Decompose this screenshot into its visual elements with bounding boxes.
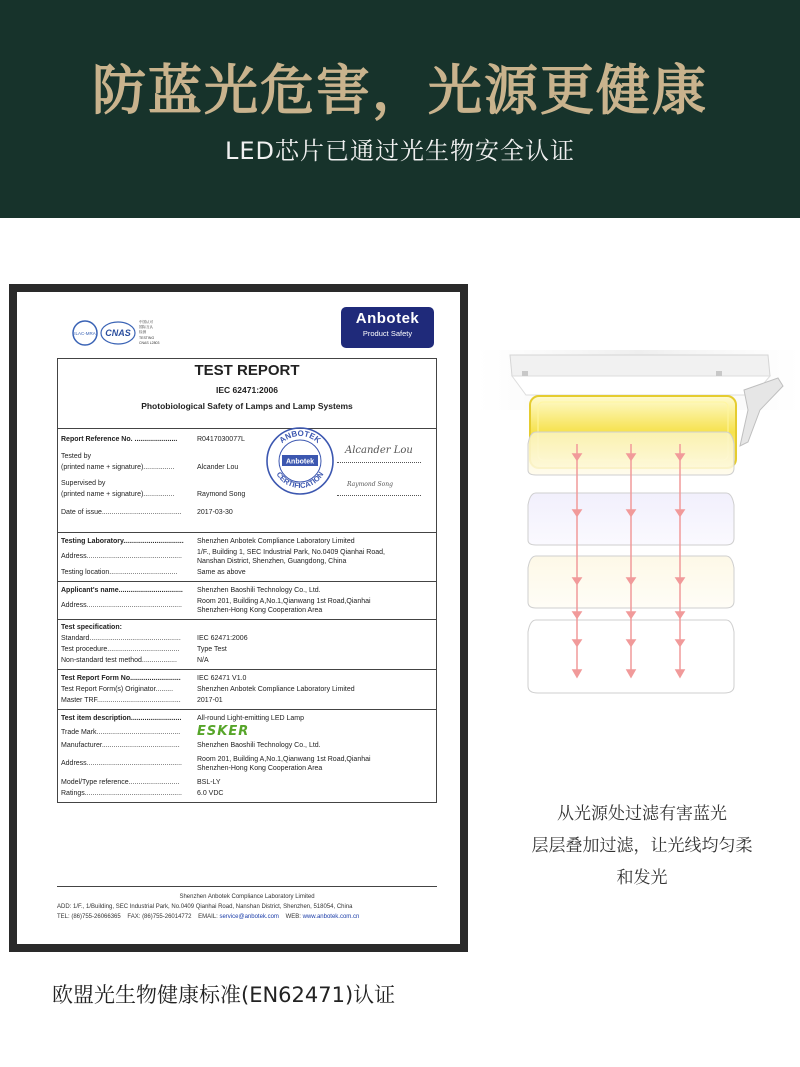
field-value: All-round Light-emitting LED Lamp [197,715,304,722]
top-banner [0,0,800,218]
field-value: Shenzhen Anbotek Compliance Laboratory Limited [197,686,355,693]
layered-filter-illustration [478,350,800,710]
signature-line-supervised [337,495,421,496]
footer-tel: TEL: (86)755-26066365 [57,914,121,920]
report-standard: IEC 62471:2006 [216,385,278,395]
ilac-logo-text: ILAC-MRA [74,331,96,336]
field-label: Address................................................. [61,760,182,767]
field-value: Shenzhen Anbotek Compliance Laboratory Limited [197,538,355,545]
footer-fax: FAX: (86)755-26014772 [127,914,192,920]
field-label: Non-standard test method.................. [61,657,177,664]
anbotek-logo [341,307,434,348]
test-item-section [58,710,436,802]
field-label: Tested by [61,453,91,460]
section-heading: Test specification: [61,624,122,631]
field-label: Date of issue......................................... [61,509,182,516]
filter-description-line: 从光源处过滤有害蓝光 [557,804,727,824]
field-label: Ratings.................................................. [61,790,182,797]
field-value: BSL-LY [197,779,221,786]
field-value: 6.0 VDC [197,790,224,797]
field-value: IEC 62471:2006 [197,635,248,642]
stamp-center-text: Anbotek [286,458,314,466]
accreditation-logos [72,316,192,351]
certificate-caption: 欧盟光生物健康标准(EN62471)认证 [52,983,396,1007]
report-header [58,359,436,429]
field-value: R0417030077L [197,436,245,443]
filter-description [497,798,787,894]
field-value: Raymond Song [197,491,246,498]
footer-email: service@anbotek.com [219,914,279,920]
specification-section [58,620,436,670]
footer-address: ADD: 1/F., 1/Building, SEC Industrial Park, No.0409 Qianhai Road, Nanshan District, Shenzhen, 518054, China [57,904,353,910]
field-label: Address................................................. [61,553,182,560]
field-label: Master TRF........................................... [61,697,181,704]
field-label: Test Report Form No.......................... [61,675,181,682]
field-label: Supervised by [61,480,106,487]
anbotek-tagline: Product Safety [362,329,413,338]
cnas-note-4: TESTING [139,336,155,340]
footer-contact [57,914,437,920]
field-value: Room 201, Building A,No.1,Qianwang 1st Road,Qianhai [197,756,371,763]
field-value: N/A [197,657,209,664]
report-subtitle: Photobiological Safety of Lamps and Lamp Systems [141,401,353,411]
field-value: Alcander Lou [197,464,239,471]
field-value: Shenzhen-Hong Kong Cooperation Area [197,607,323,614]
svg-text:CERTIFICATION [275,470,326,490]
field-label: Model/Type reference.......................... [61,779,180,786]
filter-description-line: 和发光 [616,868,668,888]
field-label: Testing location................................... [61,569,178,576]
certification-stamp [265,426,335,496]
field-value: Nanshan District, Shenzhen, Guangdong, China [197,558,347,565]
form-section [58,670,436,710]
field-value: 1/F., Building 1, SEC Industrial Park, No.0409 Qianhai Road, [197,549,385,556]
field-value: IEC 62471 V1.0 [197,675,247,682]
field-label: Test procedure..................................... [61,646,180,653]
field-value: Shenzhen-Hong Kong Cooperation Area [197,765,323,772]
field-label: Testing Laboratory............................... [61,538,184,545]
stamp-top-text: ANBOTEK [277,428,323,445]
field-value: Shenzhen Baoshili Technology Co., Ltd. [197,587,321,594]
signature-tested: Alcander Lou [345,445,413,456]
report-table [57,358,437,803]
footer-company: Shenzhen Anbotek Compliance Laboratory Limited [179,894,315,900]
field-label: Standard............................................... [61,635,181,642]
report-title: TEST REPORT [194,362,300,379]
cnas-note-5: CNAS L2803 [139,341,160,345]
field-value: 2017-01 [197,697,223,704]
field-value: Type Test [197,646,227,653]
field-value: 2017-03-30 [197,509,233,516]
stamp-bottom-text: CERTIFICATION [274,470,326,491]
signature-line-tested [337,462,421,463]
field-label: Manufacturer........................................ [61,742,180,749]
banner-subtitle: LED芯片已通过光生物安全认证 [224,137,575,165]
cnas-note-2: 国际互认 [139,325,153,329]
field-value: Same as above [197,569,246,576]
field-value: Room 201, Building A,No.1,Qianwang 1st Road,Qianhai [197,598,371,605]
field-label: (printed name + signature)................ [61,464,175,471]
field-label: Address................................................. [61,602,182,609]
cnas-note-1: 中国认可 [139,320,153,324]
anbotek-name: Anbotek [355,310,420,327]
cnas-note-3: 检测 [139,330,146,334]
footer-web: www.anbotek.com.cn [302,914,360,920]
laboratory-section [58,533,436,582]
footer-email-label: EMAIL: [198,914,218,920]
banner-title: 防蓝光危害，光源更健康 [92,59,708,122]
report-footer [57,886,437,920]
esker-trademark-logo: ESKER [197,724,250,739]
filter-description-line: 层层叠加过滤，让光线均匀柔 [531,836,753,856]
test-report-certificate [9,284,468,952]
field-value: Shenzhen Baoshili Technology Co., Ltd. [197,742,321,749]
field-label: Trade Mark........................................... [61,728,181,736]
cnas-logo-text: CNAS [105,328,131,338]
footer-web-label: WEB: [285,914,301,920]
field-label: Test Report Form(s) Originator......... [61,686,174,693]
field-label: Report Reference No. ...................... [61,436,178,443]
field-label: (printed name + signature)................ [61,491,175,498]
field-label: Applicant's name................................. [61,587,183,594]
field-label: Test item description.......................... [61,715,182,722]
signature-supervised: Raymond Song [347,481,393,488]
applicant-section [58,582,436,620]
